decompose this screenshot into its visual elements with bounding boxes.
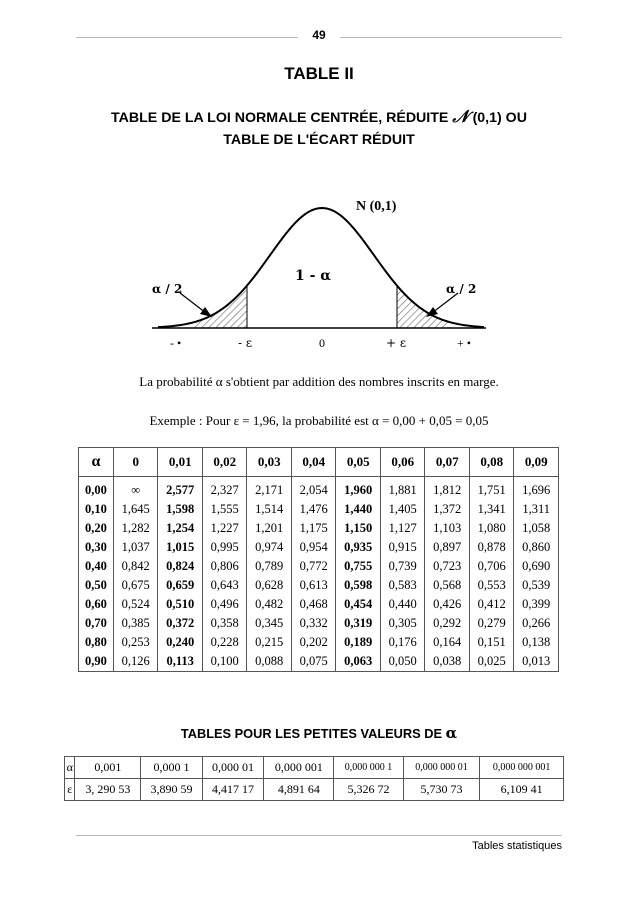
table-cell: 0,755 (336, 557, 381, 576)
table-cell: 0,151 (469, 633, 514, 652)
epsilon-value-cell: 6,109 41 (480, 779, 564, 801)
table-header-row (79, 448, 559, 477)
table-cell: 1,341 (469, 500, 514, 519)
small-alpha-row (65, 757, 564, 779)
page-number: 49 (312, 28, 326, 42)
small-values-table (64, 756, 564, 801)
table-cell: 0,897 (425, 538, 470, 557)
alpha-value-cell: 0,000 01 (202, 757, 264, 779)
table-cell: 0,292 (425, 614, 470, 633)
page-title: TABLE II (284, 64, 354, 83)
header-cell: 0,05 (336, 448, 381, 477)
row-alpha-cell: 0,50 (79, 576, 114, 595)
footer-text: Tables statistiques (472, 840, 562, 852)
subtitle-suffix: (0,1) OU (468, 110, 527, 126)
table-cell: 1,015 (158, 538, 203, 557)
table-row (79, 477, 559, 501)
table-cell: 0,253 (113, 633, 158, 652)
header-rule-right (340, 37, 562, 38)
table-cell: 1,514 (247, 500, 292, 519)
table-cell: 1,555 (202, 500, 247, 519)
left-tail-arrow (180, 293, 206, 313)
row-alpha-cell: 0,80 (79, 633, 114, 652)
row-alpha-cell: 0,20 (79, 519, 114, 538)
header-cell: 0,03 (247, 448, 292, 477)
table-cell: 0,332 (291, 614, 336, 633)
table-cell: 0,706 (469, 557, 514, 576)
table-cell: 1,812 (425, 477, 470, 501)
table-row (79, 576, 559, 595)
table-cell: 0,496 (202, 595, 247, 614)
epsilon-label-cell: ε (65, 779, 75, 801)
center-area-label: 1 - α (295, 268, 332, 284)
table-cell: 2,054 (291, 477, 336, 501)
table-cell: 1,881 (380, 477, 425, 501)
table-cell: 0,598 (336, 576, 381, 595)
axis-label-minus-infinity: - • (170, 336, 182, 350)
header-cell: 0,02 (202, 448, 247, 477)
header-cell: 0,06 (380, 448, 425, 477)
header-cell: 0,09 (514, 448, 559, 477)
epsilon-value-cell: 3,890 59 (141, 779, 203, 801)
table-cell: 1,080 (469, 519, 514, 538)
table-cell: 1,037 (113, 538, 158, 557)
normal-symbol: 𝒩 (452, 107, 469, 127)
table-cell: 0,088 (247, 652, 292, 672)
table-cell: 0,468 (291, 595, 336, 614)
header-cell: 0,08 (469, 448, 514, 477)
table-cell: 1,127 (380, 519, 425, 538)
table-cell: 0,025 (469, 652, 514, 672)
table-cell: 1,058 (514, 519, 559, 538)
table-cell: 0,842 (113, 557, 158, 576)
table-cell: 1,960 (336, 477, 381, 501)
small-values-title (0, 724, 638, 742)
table-cell: 0,806 (202, 557, 247, 576)
table-cell: 0,279 (469, 614, 514, 633)
right-tail-area (397, 286, 450, 328)
row-alpha-cell: 0,40 (79, 557, 114, 576)
table-body (79, 477, 559, 672)
table-cell: 0,399 (514, 595, 559, 614)
table-cell: 0,659 (158, 576, 203, 595)
table-cell: 0,739 (380, 557, 425, 576)
row-alpha-cell: 0,60 (79, 595, 114, 614)
alpha-value-cell: 0,001 (75, 757, 141, 779)
header-cell: 0,07 (425, 448, 470, 477)
table-cell: 0,164 (425, 633, 470, 652)
table-cell: 0,050 (380, 652, 425, 672)
table-cell: 0,553 (469, 576, 514, 595)
table-cell: 2,327 (202, 477, 247, 501)
table-cell: 0,690 (514, 557, 559, 576)
epsilon-value-cell: 4,417 17 (202, 779, 264, 801)
table-cell: 0,228 (202, 633, 247, 652)
table-cell: 0,426 (425, 595, 470, 614)
alpha-value-cell: 0,000 1 (141, 757, 203, 779)
example-note: Exemple : Pour ε = 1,96, la probabilité est α = 0,00 + 0,05 = 0,05 (149, 413, 489, 428)
alpha-value-cell: 0,000 000 1 (334, 757, 403, 779)
header-cell: 0 (113, 448, 158, 477)
table-cell: 0,100 (202, 652, 247, 672)
alpha-value-cell: 0,000 001 (264, 757, 334, 779)
footer-rule (76, 835, 562, 836)
table-cell: 0,266 (514, 614, 559, 633)
table-cell: 0,568 (425, 576, 470, 595)
epsilon-value-cell: 5,326 72 (334, 779, 403, 801)
table-subtitle (40, 106, 598, 151)
table-cell: 0,539 (514, 576, 559, 595)
normal-curve-figure (150, 188, 490, 353)
table-cell: 1,696 (514, 477, 559, 501)
table-cell: 1,175 (291, 519, 336, 538)
alpha-value-cell: 0,000 000 01 (403, 757, 480, 779)
table-cell: 1,150 (336, 519, 381, 538)
table-cell: 1,751 (469, 477, 514, 501)
table-cell: 1,598 (158, 500, 203, 519)
header-rule-left (76, 37, 298, 38)
table-cell: 2,171 (247, 477, 292, 501)
table-cell: 0,824 (158, 557, 203, 576)
table-cell: 1,311 (514, 500, 559, 519)
table-cell: 1,282 (113, 519, 158, 538)
table-cell: 0,454 (336, 595, 381, 614)
table-cell: 1,372 (425, 500, 470, 519)
right-tail-arrow (432, 293, 458, 313)
table-cell: 2,577 (158, 477, 203, 501)
axis-label-zero: 0 (319, 336, 325, 350)
table-row (79, 519, 559, 538)
small-epsilon-row (65, 779, 564, 801)
subtitle-line-1 (40, 106, 598, 129)
table-cell: 0,412 (469, 595, 514, 614)
table-cell: 0,305 (380, 614, 425, 633)
table-cell: 0,202 (291, 633, 336, 652)
table-cell: 0,176 (380, 633, 425, 652)
header-alpha-cell: α (79, 448, 114, 477)
table-cell: 0,138 (514, 633, 559, 652)
table-cell: 0,126 (113, 652, 158, 672)
table-cell: 1,201 (247, 519, 292, 538)
table-row (79, 595, 559, 614)
subtitle-line-2: TABLE DE L'ÉCART RÉDUIT (223, 132, 415, 148)
table-cell: 0,675 (113, 576, 158, 595)
header-cell: 0,01 (158, 448, 203, 477)
table-cell: 1,227 (202, 519, 247, 538)
row-alpha-cell: 0,70 (79, 614, 114, 633)
table-cell: 0,772 (291, 557, 336, 576)
axis-label-plus-epsilon: + ε (386, 336, 407, 350)
table-cell: ∞ (113, 477, 158, 501)
table-cell: 0,524 (113, 595, 158, 614)
table-cell: 0,482 (247, 595, 292, 614)
table-cell: 0,038 (425, 652, 470, 672)
table-cell: 0,372 (158, 614, 203, 633)
table-cell: 1,645 (113, 500, 158, 519)
subtitle-prefix: TABLE DE LA LOI NORMALE CENTRÉE, RÉDUITE (111, 110, 453, 126)
table-cell: 0,385 (113, 614, 158, 633)
row-alpha-cell: 0,30 (79, 538, 114, 557)
distribution-label: N (0,1) (356, 199, 397, 214)
table-cell: 0,510 (158, 595, 203, 614)
row-alpha-cell: 0,90 (79, 652, 114, 672)
table-cell: 0,063 (336, 652, 381, 672)
table-row (79, 614, 559, 633)
table-cell: 0,860 (514, 538, 559, 557)
table-row (79, 538, 559, 557)
small-values-title-text: TABLES POUR LES PETITES VALEURS DE (180, 726, 446, 741)
table-cell: 0,240 (158, 633, 203, 652)
alpha-symbol: α (445, 724, 458, 742)
table-cell: 1,405 (380, 500, 425, 519)
table-cell: 0,215 (247, 633, 292, 652)
table-cell: 0,189 (336, 633, 381, 652)
epsilon-value-cell: 4,891 64 (264, 779, 334, 801)
row-alpha-cell: 0,00 (79, 477, 114, 501)
table-cell: 0,878 (469, 538, 514, 557)
table-cell: 0,974 (247, 538, 292, 557)
table-cell: 0,723 (425, 557, 470, 576)
table-cell: 0,628 (247, 576, 292, 595)
table-cell: 0,345 (247, 614, 292, 633)
row-alpha-cell: 0,10 (79, 500, 114, 519)
right-tail-label: α / 2 (446, 282, 477, 296)
table-row (79, 557, 559, 576)
header-cell: 0,04 (291, 448, 336, 477)
left-tail-arrowhead (200, 307, 212, 317)
table-cell: 0,583 (380, 576, 425, 595)
table-cell: 1,440 (336, 500, 381, 519)
table-cell: 0,995 (202, 538, 247, 557)
table-row (79, 633, 559, 652)
table-cell: 0,613 (291, 576, 336, 595)
axis-label-minus-epsilon: - ε (238, 336, 253, 350)
epsilon-value-cell: 3, 290 53 (75, 779, 141, 801)
alpha-value-cell: 0,000 000 001 (480, 757, 564, 779)
table-cell: 0,319 (336, 614, 381, 633)
table-cell: 1,254 (158, 519, 203, 538)
table-cell: 0,075 (291, 652, 336, 672)
table-cell: 0,954 (291, 538, 336, 557)
left-tail-label: α / 2 (152, 282, 183, 296)
page-header (76, 28, 562, 46)
table-cell: 0,643 (202, 576, 247, 595)
table-cell: 0,935 (336, 538, 381, 557)
table-row (79, 652, 559, 672)
table-cell: 1,103 (425, 519, 470, 538)
table-cell: 0,915 (380, 538, 425, 557)
table-cell: 0,113 (158, 652, 203, 672)
alpha-label-cell: α (65, 757, 75, 779)
table-cell: 0,789 (247, 557, 292, 576)
epsilon-value-cell: 5,730 73 (403, 779, 480, 801)
table-cell: 0,358 (202, 614, 247, 633)
table-cell: 0,013 (514, 652, 559, 672)
table-row (79, 500, 559, 519)
table-cell: 0,440 (380, 595, 425, 614)
normal-distribution-table (78, 447, 559, 672)
table-cell: 1,476 (291, 500, 336, 519)
probability-note: La probabilité α s'obtient par addition des nombres inscrits en marge. (139, 374, 499, 389)
axis-label-plus-infinity: + • (457, 336, 471, 350)
